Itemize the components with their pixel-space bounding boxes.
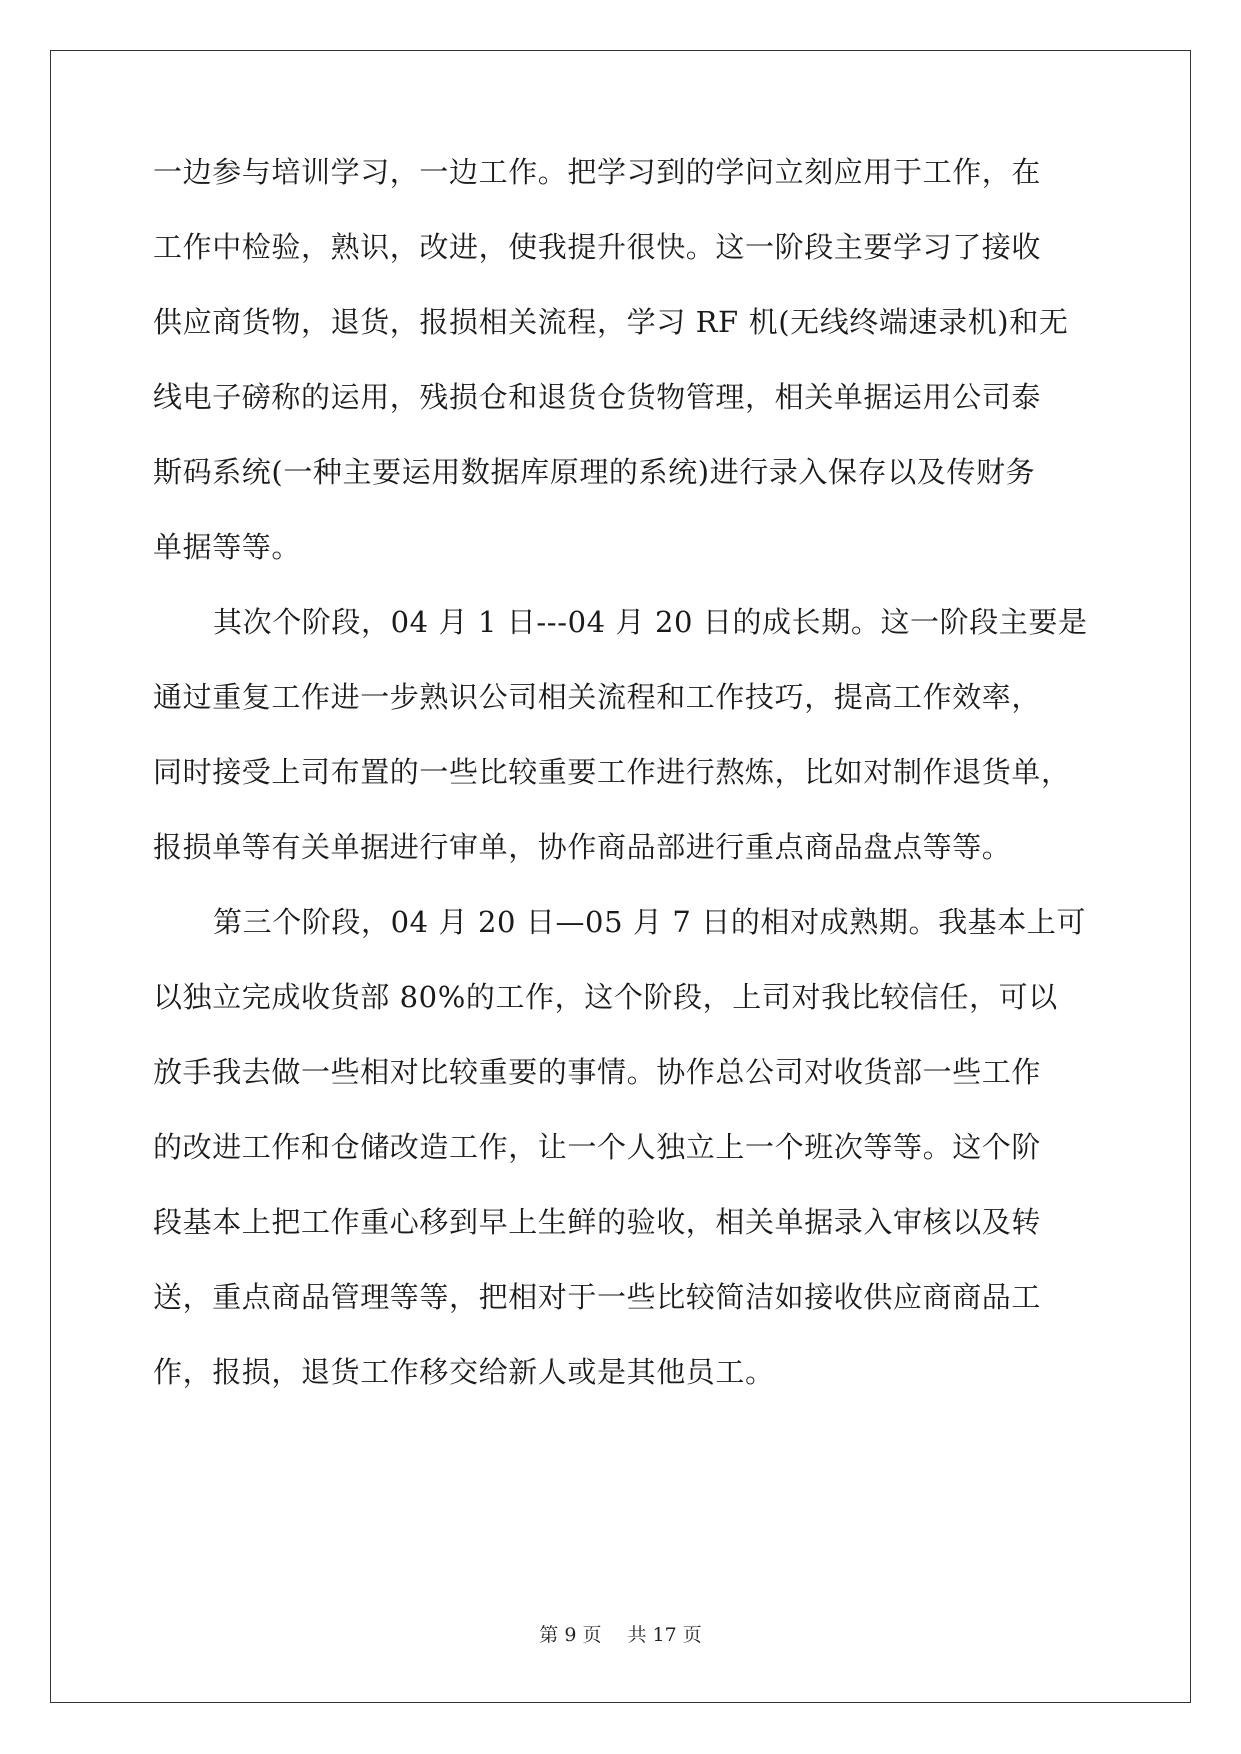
text-line: 工作中检验，熟识，改进，使我提升很快。这一阶段主要学习了接收	[153, 230, 1042, 264]
text-line: 报损单等有关单据进行审单，协作商品部进行重点商品盘点等等。	[153, 830, 1012, 864]
text-line: 一边参与培训学习，一边工作。把学习到的学问立刻应用于工作，在	[153, 155, 1042, 189]
text-line: 斯码系统(一种主要运用数据库原理的系统)进行录入保存以及传财务	[153, 455, 1036, 489]
text-line: 单据等等。	[153, 530, 302, 564]
page-number-total: 共 17 页	[627, 1624, 702, 1646]
text-line: 通过重复工作进一步熟识公司相关流程和工作技巧，提高工作效率，	[153, 680, 1042, 714]
text-line: 线电子磅称的运用，残损仓和退货仓货物管理，相关单据运用公司泰	[153, 380, 1042, 414]
text-line: 供应商货物，退货，报损相关流程，学习 RF 机(无线终端速录机)和无	[153, 305, 1069, 339]
paragraph-start-line: 第三个阶段，04 月 20 日—05 月 7 日的相对成熟期。我基本上可	[213, 905, 1087, 939]
page-number-current: 第 9 页	[539, 1624, 602, 1646]
text-line: 段基本上把工作重心移到早上生鲜的验收，相关单据录入审核以及转	[153, 1205, 1042, 1239]
text-line: 放手我去做一些相对比较重要的事情。协作总公司对收货部一些工作	[153, 1055, 1042, 1089]
text-line: 同时接受上司布置的一些比较重要工作进行熬炼，比如对制作退货单，	[153, 755, 1071, 789]
text-line: 作，报损，退货工作移交给新人或是其他员工。	[153, 1355, 775, 1389]
text-line: 的改进工作和仓储改造工作，让一个人独立上一个班次等等。这个阶	[153, 1130, 1042, 1164]
page-border	[50, 50, 1191, 1703]
text-line: 送，重点商品管理等等，把相对于一些比较简洁如接收供应商商品工	[153, 1280, 1042, 1314]
paragraph-start-line: 其次个阶段，04 月 1 日---04 月 20 日的成长期。这一阶段主要是	[213, 605, 1088, 639]
page-footer	[0, 1623, 1241, 1647]
text-line: 以独立完成收货部 80%的工作，这个阶段，上司对我比较信任，可以	[153, 980, 1058, 1014]
